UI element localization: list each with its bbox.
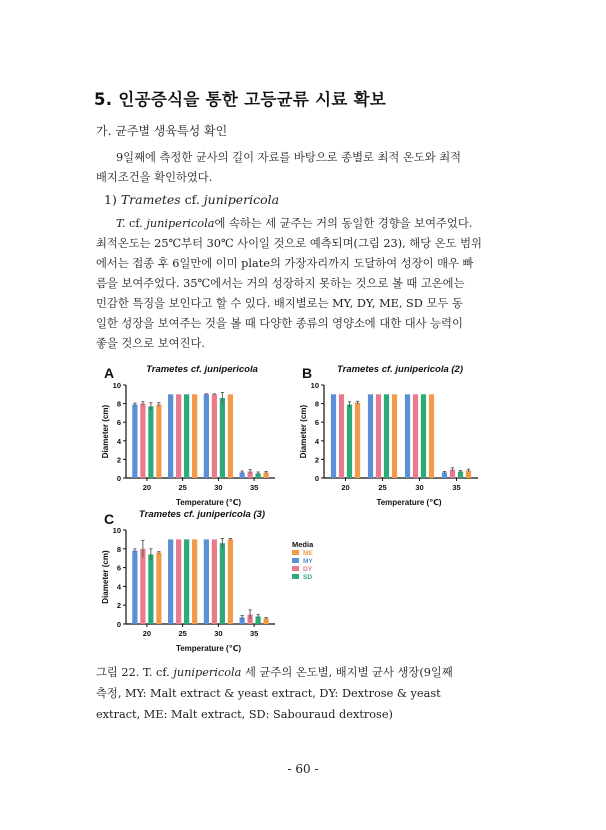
panel-letter: A [104,365,115,381]
bar-me [228,539,233,624]
y-tick-label: 8 [116,399,121,409]
x-tick-label: 30 [415,483,424,492]
y-tick-label: 2 [116,601,121,611]
bar-sd [184,394,189,478]
bar-my [204,394,209,478]
x-tick-label: 20 [341,483,350,492]
body-cf: cf. [125,217,147,230]
body-line: 름을 보여주었다. 35℃에서는 거의 성장하지 못하는 것으로 볼 때 고온에는 [96,277,465,290]
y-tick-label: 4 [314,436,319,446]
y-tick-label: 2 [314,455,319,465]
bar-me [228,394,233,478]
bar-sd [347,405,352,478]
caption-line: extract, ME: Malt extract, SD: Sabouraud dextrose) [96,708,393,721]
x-tick-label: 20 [142,629,152,638]
bar-sd [220,398,225,478]
bar-dy [376,394,381,478]
species-heading-number: 1) [104,192,117,207]
x-tick-label: 35 [249,483,259,492]
bar-dy [176,394,181,478]
legend-swatch-me [292,550,299,555]
bar-sd [458,471,463,478]
y-tick-label: 2 [116,455,121,465]
bar-my [132,405,137,478]
bar-my [168,539,173,624]
caption-text: 세 균주의 온도별, 배지별 균사 생장(9일째 [241,666,453,679]
y-tick-label: 6 [116,418,121,428]
body-line: 일한 성장을 보여주는 것을 볼 때 다양한 종류의 영양소에 대한 대사 능력이 [96,317,463,330]
bar-my [132,551,137,624]
bar-dy [212,394,217,478]
x-tick-label: 25 [178,629,187,638]
bar-me [156,405,161,478]
x-tick-label: 35 [452,483,461,492]
legend-label-me: ME [303,550,313,557]
x-tick-label: 30 [214,483,223,492]
bar-me [156,553,161,624]
chart-title: Trametes cf. junipericola (3) [138,509,266,520]
intro-line: 배지조건을 확인하였다. [96,171,213,184]
x-tick-label: 30 [214,629,223,638]
y-tick-label: 8 [314,399,319,409]
bar-me [392,394,397,478]
chart-title: Trametes cf. junipericola [146,364,258,375]
bar-sd [384,394,389,478]
bar-dy [212,539,217,624]
legend-label-dy: DY [303,566,313,573]
intro-line: 9일째에 측정한 균사의 길이 자료를 바탕으로 종별로 최적 온도와 최적 [116,151,462,164]
body-line: 좋을 것으로 보여진다. [96,337,205,350]
x-axis-label: Temperature (℃) [376,498,442,507]
caption-epithet: junipericola [173,666,242,679]
bar-dy [413,394,418,478]
y-tick-label: 4 [116,436,121,446]
species-heading-epithet: junipericola [203,192,280,207]
y-tick-label: 6 [314,418,319,428]
body-line-rest: 에 속하는 세 균주는 거의 동일한 경향을 보여주었다. [214,217,473,230]
y-tick-label: 0 [314,474,319,483]
bar-dy [140,549,145,624]
legend-label-my: MY [303,558,313,565]
y-tick-label: 6 [116,563,121,573]
chart-panel-c [101,509,314,653]
bar-me [355,403,360,478]
bar-sd [220,543,225,624]
y-tick-label: 10 [310,381,319,390]
y-axis-label: Diameter (cm) [101,550,110,604]
legend-swatch-dy [292,566,299,571]
section-title: 5. 인공증식을 통한 고등균류 시료 확보 [94,90,387,109]
x-tick-label: 25 [378,483,387,492]
caption-text: 그림 22. T. cf. [96,666,174,679]
y-tick-label: 0 [116,620,121,629]
x-tick-label: 25 [178,483,187,492]
body-genus: T. [116,217,126,230]
bar-sd [184,539,189,624]
chart-panel-b [299,364,478,507]
page-number: - 60 - [287,762,319,776]
species-heading-rest: cf. [180,192,204,207]
y-tick-label: 0 [116,474,121,483]
bar-my [168,394,173,478]
bar-my [331,394,336,478]
x-tick-label: 20 [142,483,152,492]
legend-title: Media [292,540,314,549]
bar-dy [339,394,344,478]
legend-swatch-my [292,558,299,563]
bar-me [192,394,197,478]
figure-caption [96,662,516,725]
legend-swatch-sd [292,574,299,579]
caption-line: 측정, MY: Malt extract & yeast extract, DY: Dextrose & yeast [96,687,441,700]
bar-dy [176,539,181,624]
bar-sd [148,554,153,624]
bar-my [204,539,209,624]
bar-me [429,394,434,478]
x-tick-label: 35 [249,629,259,638]
y-tick-label: 4 [116,582,121,592]
y-tick-label: 10 [112,381,121,390]
bar-dy [140,404,145,478]
x-axis-label: Temperature (℃) [175,644,242,653]
body-line: 최적온도는 25℃부터 30℃ 사이일 것으로 예측되며(그림 23), 해당 온도 범위 [96,237,482,250]
panel-letter: B [302,365,313,381]
body-epithet: junipericola [146,217,215,230]
y-axis-label: Diameter (cm) [299,404,308,459]
bar-me [192,539,197,624]
chart-title: Trametes cf. junipericola (2) [336,364,464,375]
bar-my [405,394,410,478]
y-tick-label: 8 [116,544,121,554]
x-axis-label: Temperature (℃) [175,498,242,507]
species-heading-genus: Trametes [120,192,181,207]
subsection-title: 가. 균주별 생육특성 확인 [96,124,228,138]
chart-panel-a [101,364,275,507]
panel-letter: C [104,511,115,527]
caption-line [96,662,516,683]
bar-sd [148,406,153,478]
y-axis-label: Diameter (cm) [101,404,110,459]
bar-sd [421,394,426,478]
y-tick-label: 10 [112,526,121,535]
body-line: 민감한 특징을 보인다고 할 수 있다. 배지별로는 MY, DY, ME, SD 모두 동 [96,297,463,310]
body-line: 에서는 접종 후 6일만에 이미 plate의 가장자리까지 도달하여 성장이 매우 빠 [96,257,474,270]
legend-label-sd: SD [303,574,313,581]
bar-my [368,394,373,478]
